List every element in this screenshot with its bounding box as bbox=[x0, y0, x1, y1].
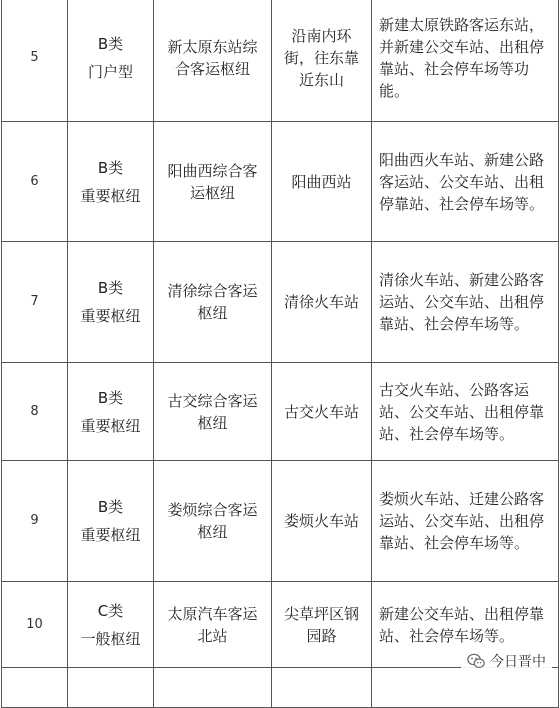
hub-name: 清徐综合客运枢纽 bbox=[154, 242, 272, 363]
hub-type-cell bbox=[68, 461, 154, 582]
hub-location: 娄烦火车站 bbox=[272, 461, 372, 582]
hub-type-desc: 一般枢纽 bbox=[80, 629, 141, 648]
hub-type-desc: 重要枢纽 bbox=[80, 416, 141, 435]
hub-type-cell bbox=[68, 0, 154, 122]
hub-type-cell bbox=[68, 363, 154, 461]
hub-location: 尖草坪区钢园路 bbox=[272, 582, 372, 668]
hub-type-cell bbox=[68, 582, 154, 668]
row-number: 9 bbox=[2, 461, 68, 582]
row-number: 6 bbox=[2, 122, 68, 242]
table-row bbox=[2, 0, 559, 122]
empty-cell bbox=[372, 668, 559, 708]
table-row bbox=[2, 363, 559, 461]
table-row bbox=[2, 242, 559, 363]
empty-cell bbox=[154, 668, 272, 708]
hub-name: 太原汽车客运北站 bbox=[154, 582, 272, 668]
hub-location: 沿南内环街，往东靠近东山 bbox=[272, 0, 372, 122]
hub-type-class: B类 bbox=[97, 158, 124, 177]
row-number: 5 bbox=[2, 0, 68, 122]
empty-cell bbox=[68, 668, 154, 708]
hub-name: 古交综合客运枢纽 bbox=[154, 363, 272, 461]
row-number: 8 bbox=[2, 363, 68, 461]
hub-type-class: B类 bbox=[97, 279, 124, 297]
hub-type-desc: 门户型 bbox=[87, 63, 133, 81]
hub-functions: 清徐火车站、新建公路客运站、公交车站、出租停靠站、社会停车场等。 bbox=[372, 242, 559, 363]
table-row bbox=[2, 461, 559, 582]
hub-type-class: C类 bbox=[97, 601, 124, 620]
hub-functions: 新建太原铁路客运东站，并新建公交车站、出租停靠站、社会停车场等功能。 bbox=[372, 0, 559, 122]
hub-functions: 娄烦火车站、迁建公路客运站、公交车站、出租停靠站、社会停车场等。 bbox=[372, 461, 559, 582]
hub-functions: 阳曲西火车站、新建公路客运站、公交车站、出租停靠站、社会停车场等。 bbox=[372, 122, 559, 242]
empty-cell bbox=[272, 668, 372, 708]
empty-cell bbox=[2, 668, 68, 708]
hub-table bbox=[1, 0, 559, 708]
hub-type-desc: 重要枢纽 bbox=[80, 307, 141, 325]
table-row bbox=[2, 122, 559, 242]
hub-location: 古交火车站 bbox=[272, 363, 372, 461]
hub-functions: 古交火车站、公路客运站、公交车站、出租停靠站、社会停车场等。 bbox=[372, 363, 559, 461]
hub-name: 阳曲西综合客运枢纽 bbox=[154, 122, 272, 242]
hub-type-cell bbox=[68, 242, 154, 363]
watermark bbox=[461, 649, 552, 673]
wechat-icon bbox=[467, 653, 485, 669]
hub-type-class: B类 bbox=[97, 388, 124, 407]
hub-type-class: B类 bbox=[97, 498, 124, 516]
hub-name: 新太原东站综合客运枢纽 bbox=[154, 0, 272, 122]
hub-functions: 新建公交车站、出租停靠站、社会停车场等。 bbox=[372, 582, 559, 668]
hub-table-body bbox=[2, 0, 559, 708]
hub-type-class: B类 bbox=[97, 35, 124, 53]
hub-location: 阳曲西站 bbox=[272, 122, 372, 242]
row-number: 7 bbox=[2, 242, 68, 363]
row-number: 10 bbox=[2, 582, 68, 668]
hub-type-desc: 重要枢纽 bbox=[80, 186, 141, 205]
hub-name: 娄烦综合客运枢纽 bbox=[154, 461, 272, 582]
watermark-text: 今日晋中 bbox=[490, 654, 546, 670]
hub-type-desc: 重要枢纽 bbox=[80, 526, 141, 544]
table-row-partial bbox=[2, 668, 559, 708]
hub-location: 清徐火车站 bbox=[272, 242, 372, 363]
hub-type-cell bbox=[68, 122, 154, 242]
